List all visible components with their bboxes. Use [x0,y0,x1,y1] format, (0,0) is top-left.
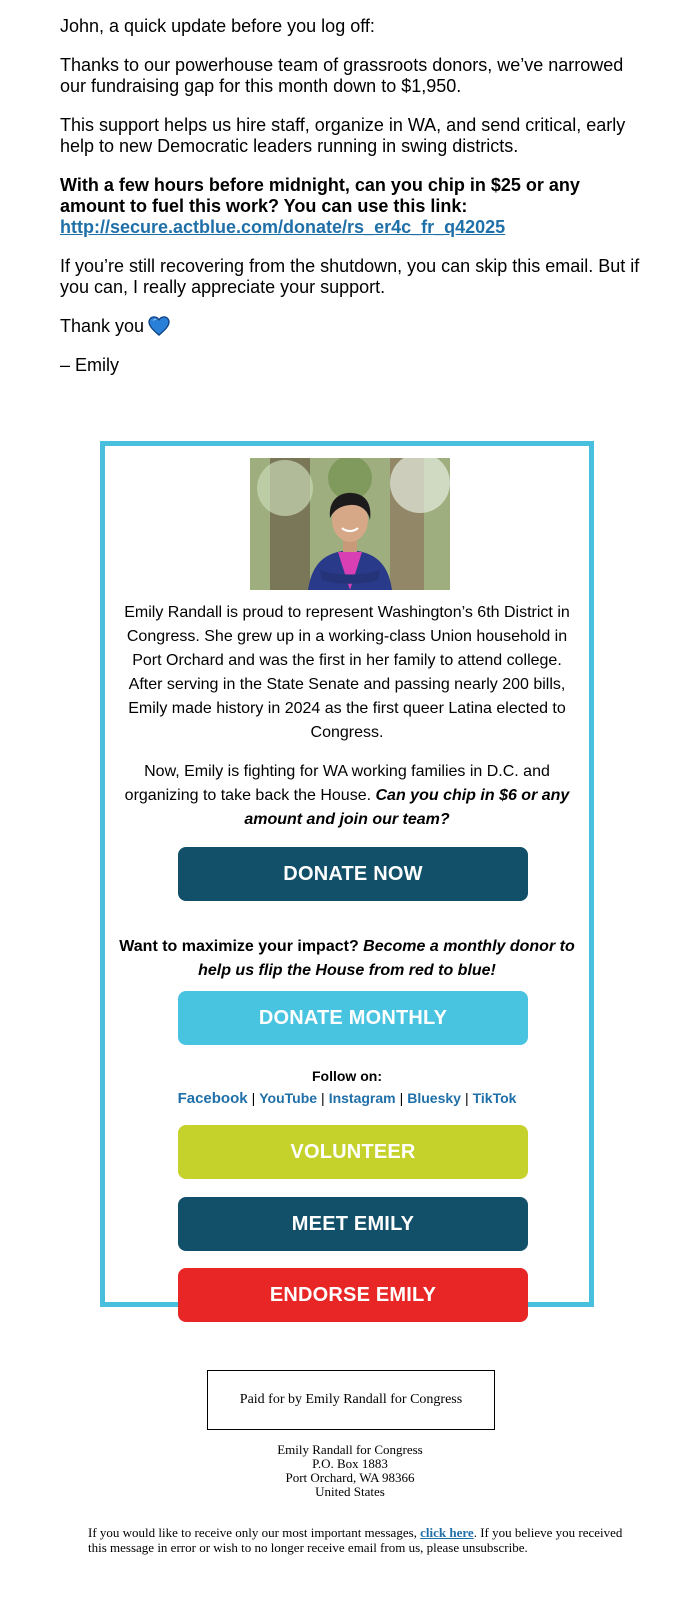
facebook-link[interactable]: Facebook [177,1090,248,1107]
paragraph-ask [60,175,640,238]
blue-heart-icon [148,316,170,336]
meet-emily-button[interactable]: MEET EMILY [178,1197,528,1251]
impact-text [119,935,575,983]
instagram-link[interactable]: Instagram [328,1090,396,1106]
follow-on-label: Follow on: [312,1068,382,1084]
bio-text: Emily Randall is proud to represent Washington’s 6th District in Congress. She grew up in a working-class Union household in Port Orchard and was the first in her family to attend college. After serving in the State Senate and passing nearly 200 bills, Emily made history in 2024 as the first queer Latina elected to Congress. [124,604,570,741]
mailing-address [0,1443,700,1499]
candidate-card [100,441,594,1307]
endorse-emily-button[interactable]: ENDORSE EMILY [178,1268,528,1322]
social-separator: | [399,1090,404,1106]
footer-note-after: . If you believe you received this message in error or wish to no longer receive email from us, please unsubscribe. [88,1525,623,1555]
footer-note [88,1525,628,1555]
bluesky-link[interactable]: Bluesky [407,1090,461,1106]
email-body [60,16,640,394]
address-line: P.O. Box 1883 [312,1456,388,1471]
address-line: United States [315,1484,385,1499]
social-separator: | [251,1090,256,1106]
paragraph-gap: Thanks to our powerhouse team of grassroots donors, we’ve narrowed our fundraising gap for this month down to $1,950. [60,55,624,96]
candidate-photo-illustration [250,458,450,590]
donate-monthly-button[interactable]: DONATE MONTHLY [178,991,528,1045]
social-separator: | [464,1090,469,1106]
footer-note-before: If you would like to receive only our most important messages, [88,1525,421,1540]
card-ask-text: Now, Emily is fighting for WA working families in D.C. and organizing to take back the House. [124,763,550,804]
greeting: John, a quick update before you log off: [60,16,375,36]
thanks-text: Thank you [60,316,145,336]
impact-emphasis: Become a monthly donor to help us flip the House from red to blue! [198,938,575,979]
candidate-photo [250,458,450,590]
address-line: Port Orchard, WA 98366 [285,1470,415,1485]
social-links [119,1088,575,1109]
volunteer-button[interactable]: VOLUNTEER [178,1125,528,1179]
donate-link[interactable]: http://secure.actblue.com/donate/rs_er4c_fr_q42025 [60,217,506,237]
thanks-line [60,316,640,337]
signature: – Emily [60,355,120,375]
card-ask [119,760,575,832]
click-here-link[interactable]: click here [420,1525,474,1540]
address-line: Emily Randall for Congress [277,1442,423,1457]
ask-text: With a few hours before midnight, can you chip in $25 or any amount to fuel this work? You can use this link: [60,175,580,216]
youtube-link[interactable]: YouTube [259,1090,318,1106]
paragraph-shutdown: If you’re still recovering from the shutdown, you can skip this email. But if you can, I really appreciate your support. [60,256,640,297]
paragraph-support: This support helps us hire staff, organize in WA, and send critical, early help to new Democratic leaders running in swing districts. [60,115,626,156]
donate-now-button[interactable]: DONATE NOW [178,847,528,901]
card-ask-emphasis: Can you chip in $6 or any amount and join our team? [244,787,570,828]
paid-for-disclaimer: Paid for by Emily Randall for Congress [207,1370,495,1430]
tiktok-link[interactable]: TikTok [472,1090,517,1106]
impact-plain: Want to maximize your impact? [119,938,364,955]
social-separator: | [321,1090,325,1106]
